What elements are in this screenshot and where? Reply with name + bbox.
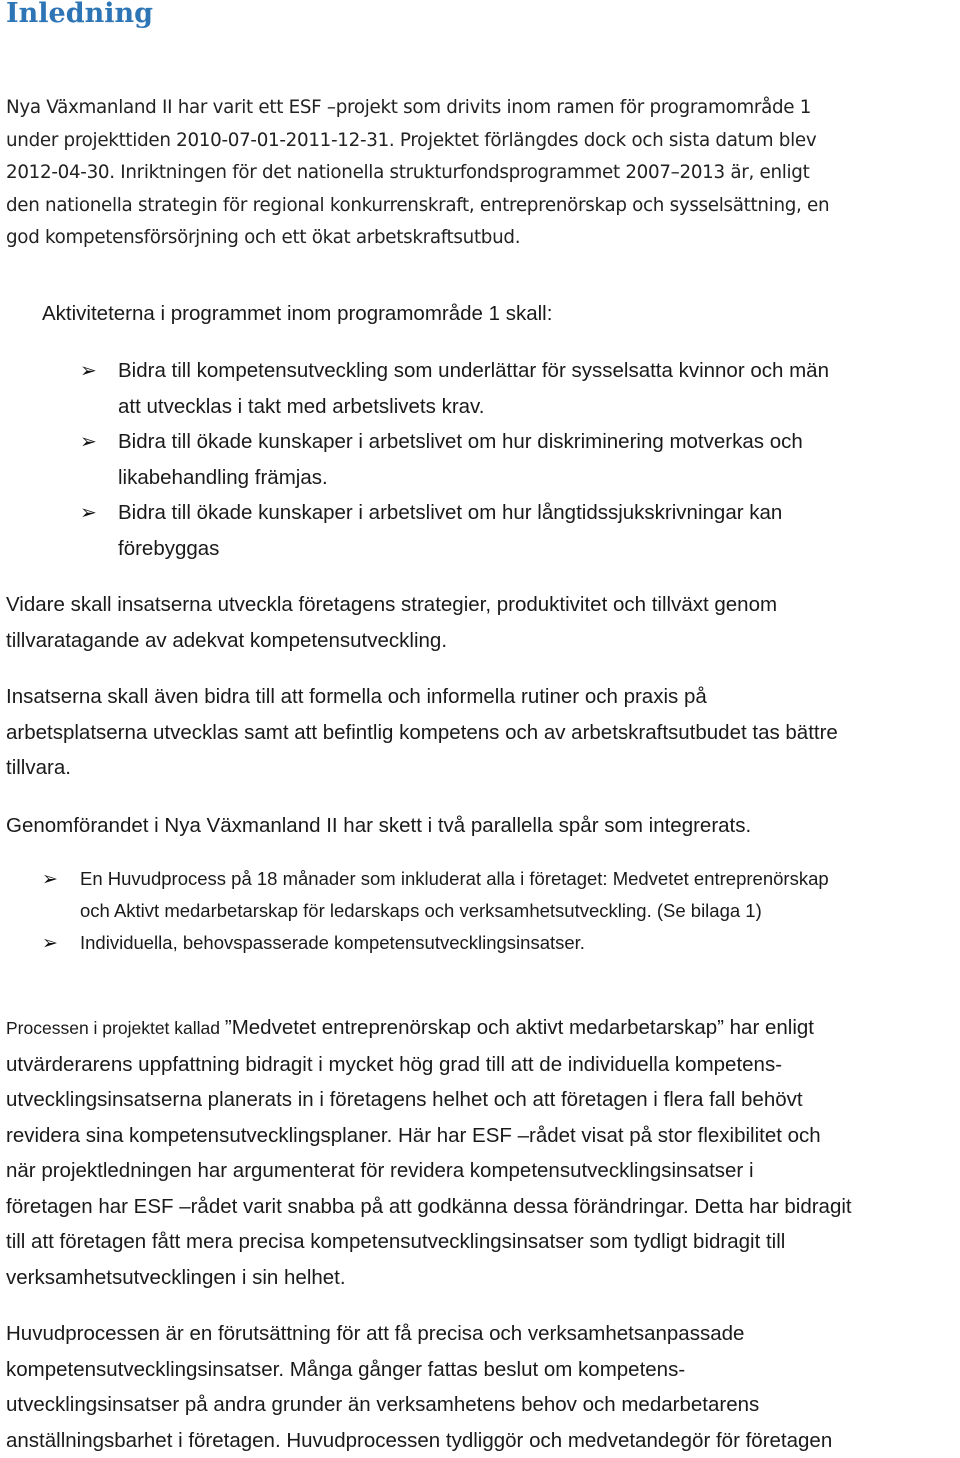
text-line: Insatserna skall även bidra till att formella och informella rutiner och praxis på xyxy=(6,685,707,708)
text-line: En Huvudprocess på 18 månader som inkluderat alla i företaget: Medvetet entreprenörskap xyxy=(80,868,829,889)
activities-intro: Aktiviteterna i programmet inom programområde 1 skall: xyxy=(42,302,553,325)
arrowhead-bullet-icon: ➢ xyxy=(80,429,97,453)
text-line: likabehandling främjas. xyxy=(118,465,328,489)
routines-paragraph xyxy=(6,679,960,786)
text-line: Individuella, behovspasserade kompetensutvecklingsinsatser. xyxy=(80,932,585,953)
text-line: 2012-04-30. Inriktningen för det nationella strukturfondsprogrammet 2007–2013 är, enligt xyxy=(6,162,810,184)
text-line: anställningsbarhet i företagen. Huvudprocessen tydliggör och medvetandegör för företagen xyxy=(6,1428,833,1452)
text-line: arbetsplatserna utvecklas samt att befintlig kompetens och av arbetskraftsutbudet tas bättre xyxy=(6,720,838,744)
tracks-paragraph: Genomförandet i Nya Växmanland II har skett i två parallella spår som integrerats. xyxy=(6,814,752,837)
process-paragraph xyxy=(6,1010,960,1295)
arrowhead-bullet-icon: ➢ xyxy=(80,500,97,524)
text-line: förebyggas xyxy=(118,536,220,560)
list-item xyxy=(0,353,960,424)
arrowhead-bullet-icon: ➢ xyxy=(80,358,97,382)
main-process-paragraph xyxy=(6,1316,960,1458)
text-line: utvecklingsinsatserna planerats in i företagens helhet och att företagen i flera fall behövt xyxy=(6,1088,803,1111)
arrowhead-bullet-icon: ➢ xyxy=(42,868,58,890)
text-line: tillvara. xyxy=(6,756,71,779)
text-line: utvärderarens uppfattning bidragit i mycket hög grad till att de individuella kompetens- xyxy=(6,1052,783,1076)
text-line: Bidra till kompetensutveckling som underlättar för sysselsatta kvinnor och män xyxy=(118,359,829,382)
text-line: den nationella strategin för regional konkurrenskraft, entreprenörskap och sysselsättning, en xyxy=(6,194,830,216)
text-line: god kompetensförsörjning och ett ökat arbetskraftsutbud. xyxy=(6,227,521,249)
list-item xyxy=(0,863,960,927)
text-line: tillvaratagande av adekvat kompetensutveckling. xyxy=(6,628,448,652)
activities-list xyxy=(0,353,960,566)
text-run: ”Medvetet entreprenörskap och aktivt medarbetarskap” har enligt xyxy=(224,1016,814,1039)
text-line: kompetensutvecklingsinsatser. Många gånger fattas beslut om kompetens- xyxy=(6,1357,686,1381)
section-heading: Inledning xyxy=(6,0,153,29)
strategy-paragraph xyxy=(6,587,960,658)
text-line: när projektledningen har argumenterat för revidera kompetensutvecklingsinsatser i xyxy=(6,1159,754,1182)
arrowhead-bullet-icon: ➢ xyxy=(42,932,58,954)
text-line: revidera sina kompetensutvecklingsplaner. Här har ESF –rådet visat på stor flexibilitet och xyxy=(6,1123,821,1147)
text-line: Vidare skall insatserna utveckla företagens strategier, produktivitet och tillväxt genom xyxy=(6,593,778,616)
text-line: Nya Växmanland II har varit ett ESF –projekt som drivits inom ramen för programområde 1 xyxy=(6,97,812,118)
text-run: Processen i projektet kallad xyxy=(6,1018,225,1038)
list-item xyxy=(0,495,960,566)
text-line: och Aktivt medarbetarskap för ledarskaps och verksamhetsutveckling. (Se bilaga 1) xyxy=(80,900,762,921)
list-item xyxy=(0,927,960,959)
list-item xyxy=(0,424,960,495)
text-line: Huvudprocessen är en förutsättning för att få precisa och verksamhetsanpassade xyxy=(6,1322,745,1345)
text-line: verksamhetsutvecklingen i sin helhet. xyxy=(6,1265,346,1289)
text-line: Bidra till ökade kunskaper i arbetslivet om hur diskriminering motverkas och xyxy=(118,430,803,453)
text-line: under projekttiden 2010-07-01-2011-12-31. Projektet förlängdes dock och sista datum blev xyxy=(6,129,817,151)
tracks-list xyxy=(0,863,960,959)
intro-paragraph xyxy=(6,92,960,255)
text-line: utvecklingsinsatser på andra grunder än verksamhetens behov och medarbetarens xyxy=(6,1393,760,1416)
text-line: att utvecklas i takt med arbetslivets krav. xyxy=(118,394,485,418)
text-line: företagen har ESF –rådet varit snabba på att godkänna dessa förändringar. Detta har bidragit xyxy=(6,1194,852,1218)
text-line: till att företagen fått mera precisa kompetensutvecklingsinsatser som tydligt bidragit till xyxy=(6,1230,786,1253)
text-line: Bidra till ökade kunskaper i arbetslivet om hur långtidssjukskrivningar kan xyxy=(118,501,783,524)
